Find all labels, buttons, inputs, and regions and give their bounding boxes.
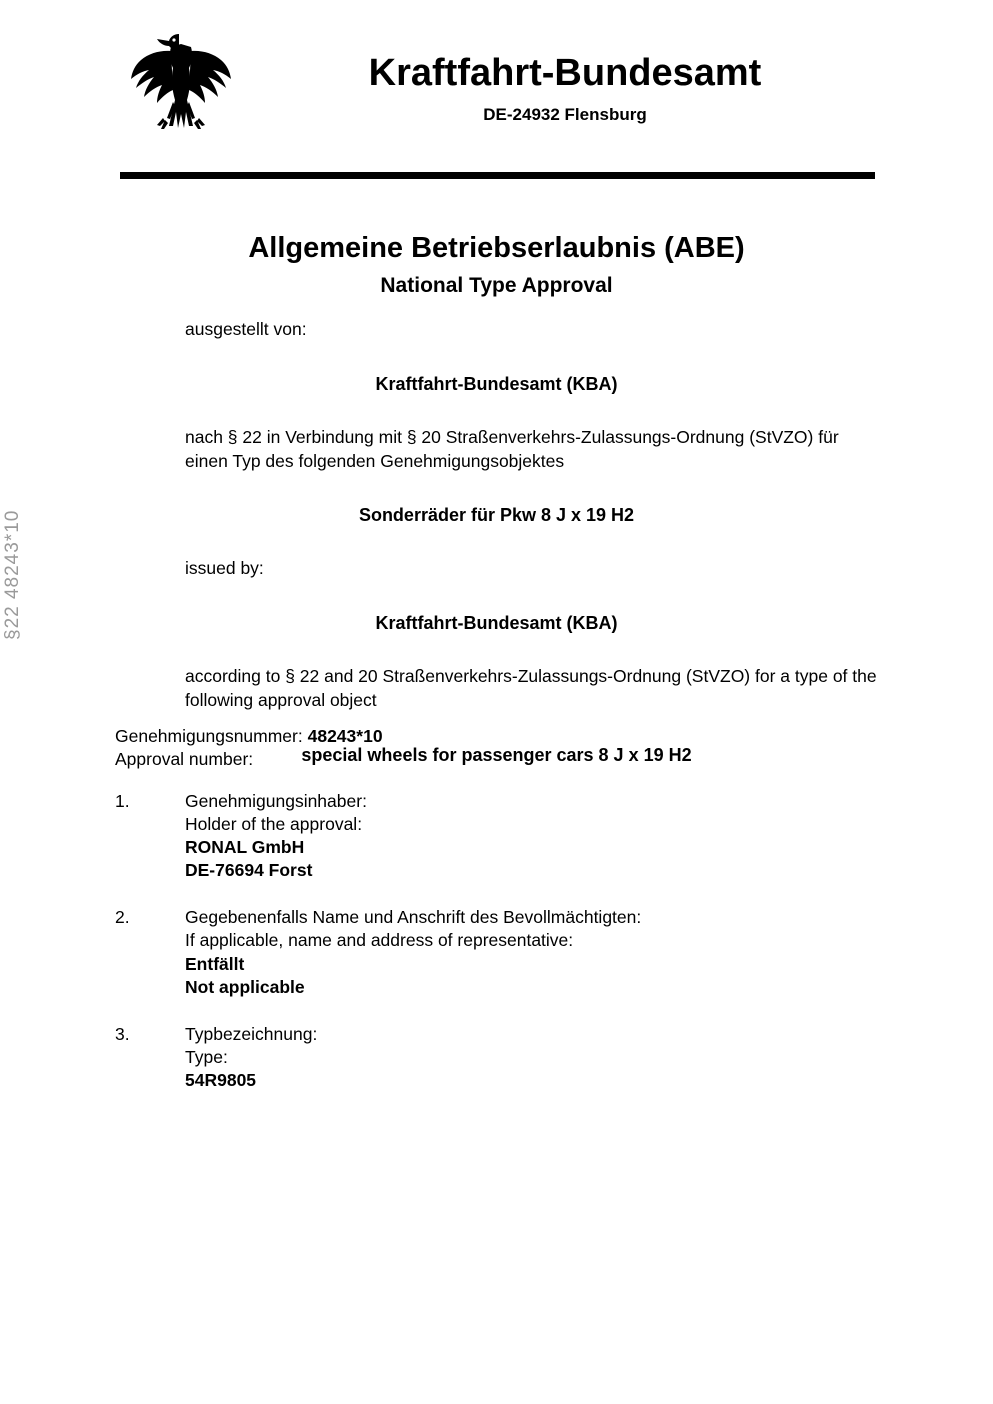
approval-number-value: 48243*10 <box>307 726 383 746</box>
header-divider <box>120 172 875 179</box>
item-number: 3. <box>115 1023 130 1044</box>
organization-title: Kraftfahrt-Bundesamt <box>368 52 762 94</box>
item-label-de: Gegebenenfalls Name und Anschrift des Bevollmächtigten: <box>185 907 642 928</box>
item-label-de: Typbezeichnung: <box>185 1023 318 1044</box>
federal-eagle-emblem-icon <box>127 30 235 155</box>
issuer-de: Kraftfahrt-Bundesamt (KBA) <box>375 373 618 394</box>
issuer-en: Kraftfahrt-Bundesamt (KBA) <box>375 613 618 634</box>
legal-basis-de: nach § 22 in Verbindung mit § 20 Straßenverkehrs-Zulassungs-Ordnung (StVZO) für einen Typ des folgenden Genehmigungsobjektes <box>185 426 839 471</box>
approval-number-label-de: Genehmigungsnummer <box>115 726 298 746</box>
issued-by-label-en: issued by: <box>185 558 264 579</box>
document-body <box>0 318 993 767</box>
item-label-de: Genehmigungsinhaber: <box>185 791 367 811</box>
item-content <box>185 906 993 998</box>
legal-basis-en: according to § 22 and 20 Straßenverkehrs-Zulassungs-Ordnung (StVZO) for a type of the following approval object <box>185 666 877 711</box>
document-title-de: Allgemeine Betriebserlaubnis (ABE) <box>248 232 745 264</box>
item-label-en: Type: <box>185 1046 228 1067</box>
item-content <box>185 1023 993 1092</box>
document-header <box>0 24 993 149</box>
organization-address: DE-24932 Flensburg <box>483 104 647 124</box>
item-value-line2: DE-76694 Forst <box>185 860 313 881</box>
item-value-line1: RONAL GmbH <box>185 837 305 858</box>
item-label-en: Holder of the approval: <box>185 814 363 835</box>
approval-object-de: Sonderräder für Pkw 8 J x 19 H2 <box>358 505 635 526</box>
list-item <box>115 790 993 882</box>
document-title-en: National Type Approval <box>380 274 613 297</box>
approval-object-en: special wheels for passenger cars 8 J x 19 H2 <box>301 744 692 765</box>
issued-by-label-de: ausgestellt von: <box>185 319 307 339</box>
approval-number-de-line <box>115 725 383 748</box>
item-value-line1: Entfällt <box>185 953 245 974</box>
list-item <box>115 906 993 998</box>
item-value-line2: Not applicable <box>185 976 305 997</box>
header-title-group <box>255 54 875 125</box>
side-reference-code: §22 48243*10 <box>2 509 23 640</box>
approval-number-block <box>115 725 383 771</box>
item-content <box>185 790 993 882</box>
document-title-block <box>0 232 993 298</box>
list-item <box>115 1023 993 1092</box>
item-value-line1: 54R9805 <box>185 1069 257 1090</box>
item-number: 1. <box>115 791 130 811</box>
item-number: 2. <box>115 907 130 928</box>
item-label-en: If applicable, name and address of representative: <box>185 930 574 951</box>
numbered-items-list <box>0 790 993 1116</box>
approval-number-colon: : <box>297 726 308 746</box>
approval-number-label-en: Approval number: <box>115 749 254 770</box>
